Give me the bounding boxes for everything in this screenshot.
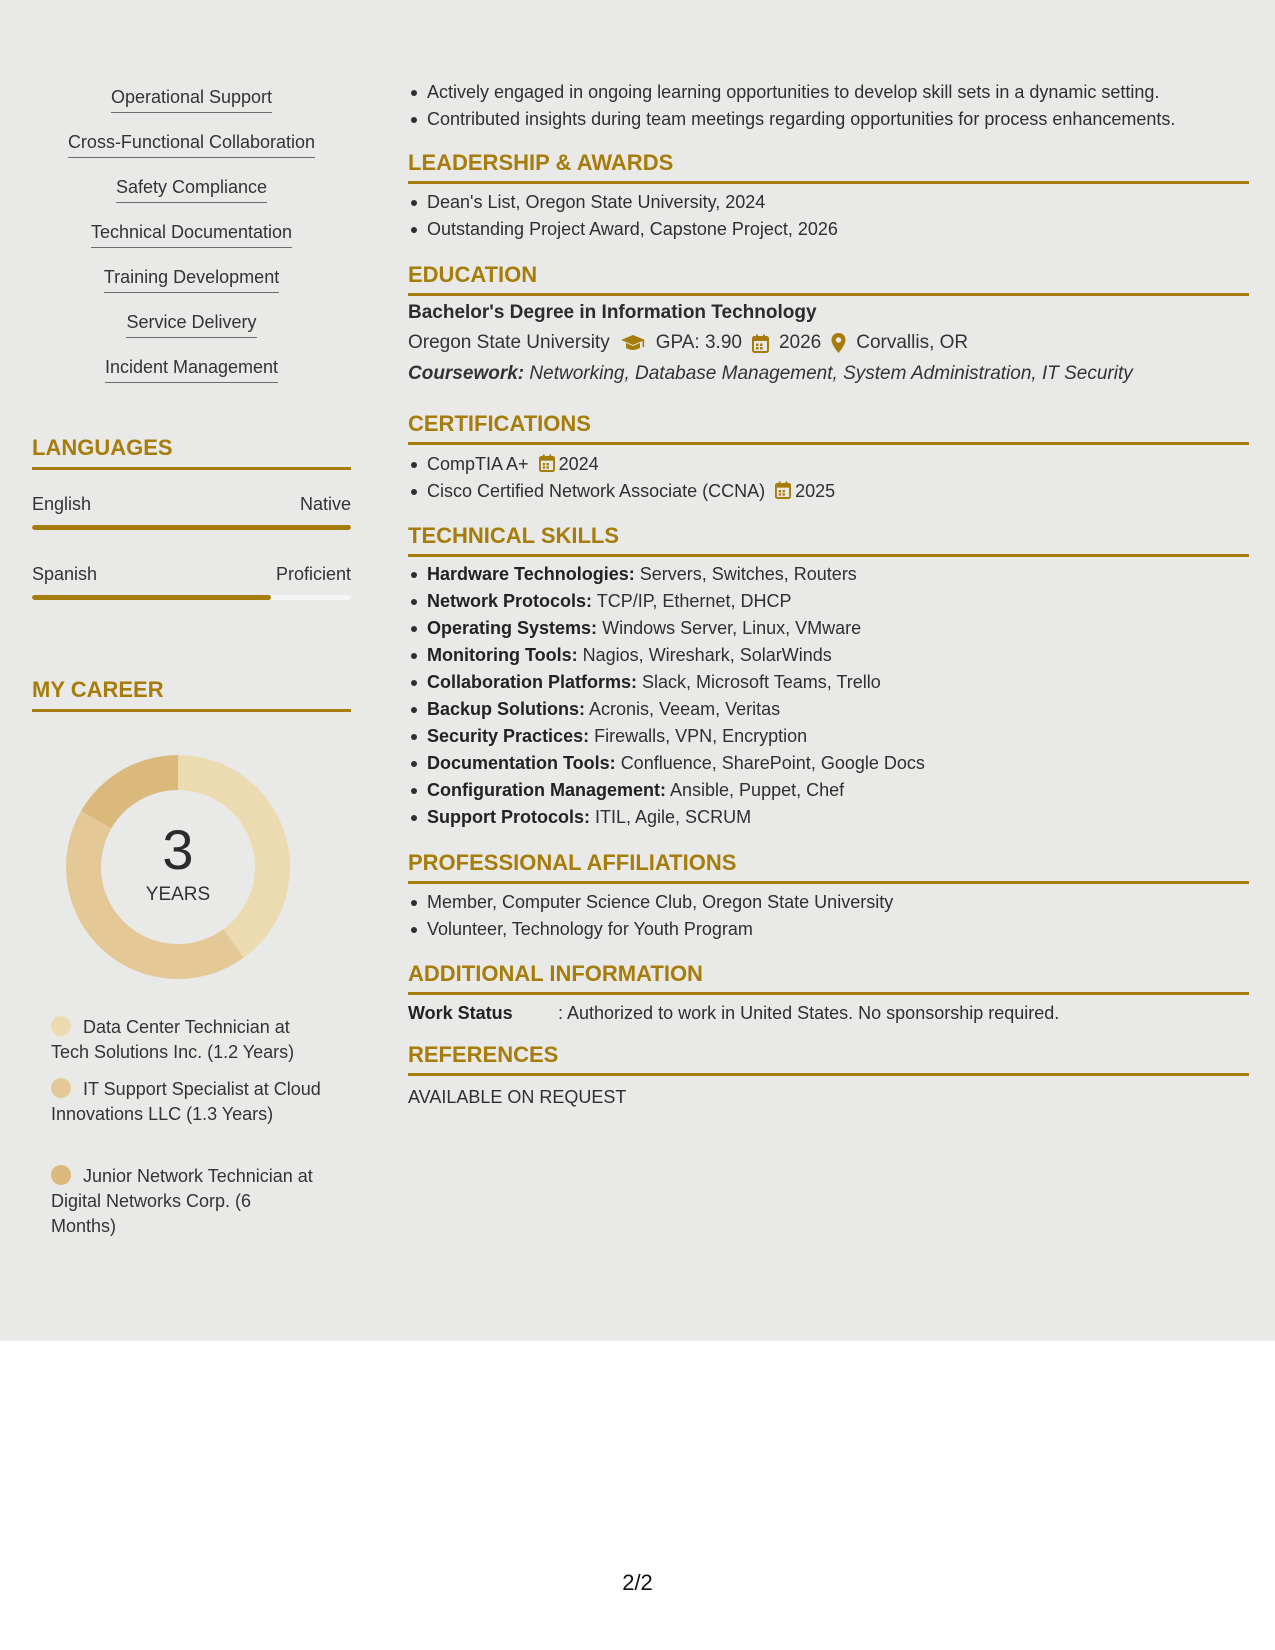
skill-tag: Operational Support (32, 87, 351, 113)
coursework-label: Coursework: (408, 363, 525, 384)
language-row (32, 564, 351, 585)
leadership-list (408, 189, 1268, 243)
education-heading: EDUCATION (408, 262, 1249, 296)
list-item: Documentation Tools: Confluence, SharePoint, Google Docs (427, 750, 1268, 777)
education-meta (408, 332, 968, 354)
experience-bullets (408, 79, 1268, 133)
calendar-icon (752, 334, 769, 353)
language-bar (32, 525, 351, 530)
list-item: Security Practices: Firewalls, VPN, Encryption (427, 723, 1268, 750)
career-legend-dot (51, 1165, 71, 1185)
graduation-cap-icon (620, 334, 646, 352)
coursework (408, 363, 1133, 385)
coursework-list: Networking, Database Management, System Administration, IT Security (529, 363, 1133, 384)
work-status-label: Work Status (408, 1003, 513, 1023)
skill-tag: Incident Management (32, 357, 351, 383)
technical-skills-list (408, 561, 1268, 831)
school-name: Oregon State University (408, 332, 610, 353)
language-level: Native (299, 494, 351, 514)
list-item: Dean's List, Oregon State University, 2024 (427, 189, 1268, 216)
career-item: Junior Network Technician at Digital Networks Corp. (6 Months) (51, 1166, 313, 1236)
skill-tag: Service Delivery (32, 312, 351, 338)
list-item: Hardware Technologies: Servers, Switches, Routers (427, 561, 1268, 588)
list-item: Actively engaged in ongoing learning opportunities to develop skill sets in a dynamic setting. (427, 79, 1268, 106)
certifications-heading: CERTIFICATIONS (408, 411, 1249, 445)
career-item: IT Support Specialist at Cloud Innovations LLC (1.3 Years) (51, 1079, 321, 1124)
donut-center (66, 755, 290, 979)
map-pin-icon (831, 333, 846, 353)
certifications-list (408, 451, 1268, 505)
gpa: GPA: 3.90 (655, 332, 742, 353)
career-legend-dot (51, 1078, 71, 1098)
list-item: Outstanding Project Award, Capstone Project, 2026 (427, 216, 1268, 243)
skill-tag: Safety Compliance (32, 177, 351, 203)
languages-heading: LANGUAGES (32, 435, 351, 470)
career-heading: MY CAREER (32, 677, 351, 712)
work-status (408, 1003, 1059, 1024)
career-donut-chart (66, 755, 290, 979)
additional-info-heading: ADDITIONAL INFORMATION (408, 961, 1249, 995)
list-item: Cisco Certified Network Associate (CCNA) 2025 (427, 478, 1268, 505)
calendar-icon (775, 481, 791, 499)
language-bar-fill (32, 525, 351, 530)
list-item: Operating Systems: Windows Server, Linux, VMware (427, 615, 1268, 642)
school-location: Corvallis, OR (856, 332, 969, 353)
skill-tag: Cross-Functional Collaboration (32, 132, 351, 158)
list-item: Contributed insights during team meetings regarding opportunities for process enhancements. (427, 106, 1268, 133)
career-total-unit: YEARS (145, 884, 211, 905)
work-status-value: : Authorized to work in United States. No sponsorship required. (558, 1003, 1060, 1023)
list-item: Collaboration Platforms: Slack, Microsoft Teams, Trello (427, 669, 1268, 696)
language-row (32, 494, 351, 515)
references-heading: REFERENCES (408, 1042, 1249, 1076)
list-item: CompTIA A+ 2024 (427, 451, 1268, 478)
list-item: Member, Computer Science Club, Oregon State University (427, 889, 1268, 916)
leadership-heading: LEADERSHIP & AWARDS (408, 150, 1249, 184)
references-text: AVAILABLE ON REQUEST (408, 1087, 627, 1107)
career-legend-dot (51, 1016, 71, 1036)
list-item: Monitoring Tools: Nagios, Wireshark, SolarWinds (427, 642, 1268, 669)
skill-tag: Training Development (32, 267, 351, 293)
language-bar (32, 595, 351, 600)
list-item: Network Protocols: TCP/IP, Ethernet, DHCP (427, 588, 1268, 615)
list-item: Backup Solutions: Acronis, Veeam, Veritas (427, 696, 1268, 723)
page-number: 2/2 (622, 1570, 653, 1595)
career-item: Data Center Technician at Tech Solutions Inc. (1.2 Years) (51, 1017, 295, 1062)
skill-tag: Technical Documentation (32, 222, 351, 248)
language-name: English (32, 494, 92, 514)
affiliations-list (408, 889, 1268, 943)
career-total-years: 3 (162, 818, 194, 881)
affiliations-heading: PROFESSIONAL AFFILIATIONS (408, 850, 1249, 884)
language-name: Spanish (32, 564, 98, 584)
degree-title: Bachelor's Degree in Information Technology (408, 302, 817, 323)
list-item: Configuration Management: Ansible, Puppet, Chef (427, 777, 1268, 804)
list-item: Support Protocols: ITIL, Agile, SCRUM (427, 804, 1268, 831)
calendar-icon (539, 454, 555, 472)
language-bar-fill (32, 595, 271, 600)
technical-skills-heading: TECHNICAL SKILLS (408, 523, 1249, 557)
graduation-year: 2026 (778, 332, 822, 353)
list-item: Volunteer, Technology for Youth Program (427, 916, 1268, 943)
language-level: Proficient (275, 564, 351, 584)
